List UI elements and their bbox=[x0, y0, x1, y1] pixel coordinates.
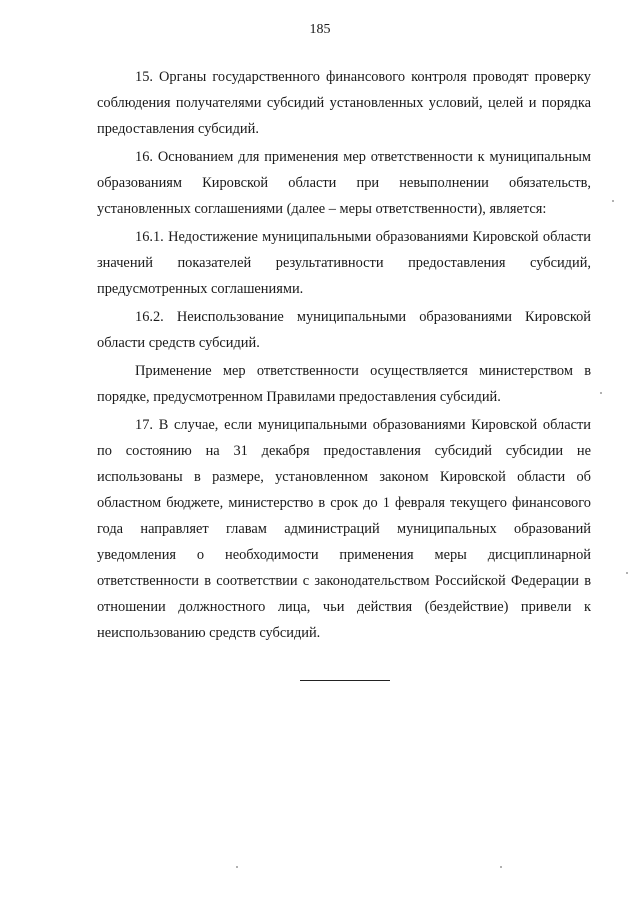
paragraph-responsibility-application: Применение мер ответственности осуществляется министерством в порядке, предусмотренном Правилами предоставления субсидий. bbox=[97, 363, 591, 405]
scan-speck bbox=[612, 200, 614, 202]
scan-speck bbox=[236, 866, 238, 868]
paragraph-16-1: 16.1. Недостижение муниципальными образованиями Кировской области значений показателей результативности предоставления субсидий, предусмотренных соглашениями. bbox=[97, 229, 591, 297]
document-body bbox=[97, 64, 591, 646]
paragraph-15: 15. Органы государственного финансового контроля проводят проверку соблюдения получателями субсидий установленных условий, целей и порядка предоставления субсидий. bbox=[97, 69, 591, 137]
scan-speck bbox=[626, 572, 628, 574]
paragraph-16: 16. Основанием для применения мер ответственности к муниципальным образованиям Кировской области при невыполнении обязательств, установленных соглашениями (далее – меры ответственности), является: bbox=[97, 149, 591, 217]
page-number: 185 bbox=[309, 22, 331, 37]
scan-speck bbox=[600, 392, 602, 394]
end-of-document-rule bbox=[300, 680, 390, 681]
scan-speck bbox=[500, 866, 502, 868]
paragraph-16-2: 16.2. Неиспользование муниципальными образованиями Кировской области средств субсидий. bbox=[97, 309, 591, 351]
paragraph-17: 17. В случае, если муниципальными образованиями Кировской области по состоянию на 31 декабря предоставления субсидий субсидии не использованы в размере, установленном законом Кировской области об областном бюджете, министерство в срок до 1 февраля текущего финансового года направляет главам администраций муниципальных образований уведомления о необходимости применения меры дисциплинарной ответственности в соответствии с законодательством Российской Федерации в отношении должностного лица, чьи действия (бездействие) привели к неиспользованию средств субсидий. bbox=[97, 417, 591, 641]
